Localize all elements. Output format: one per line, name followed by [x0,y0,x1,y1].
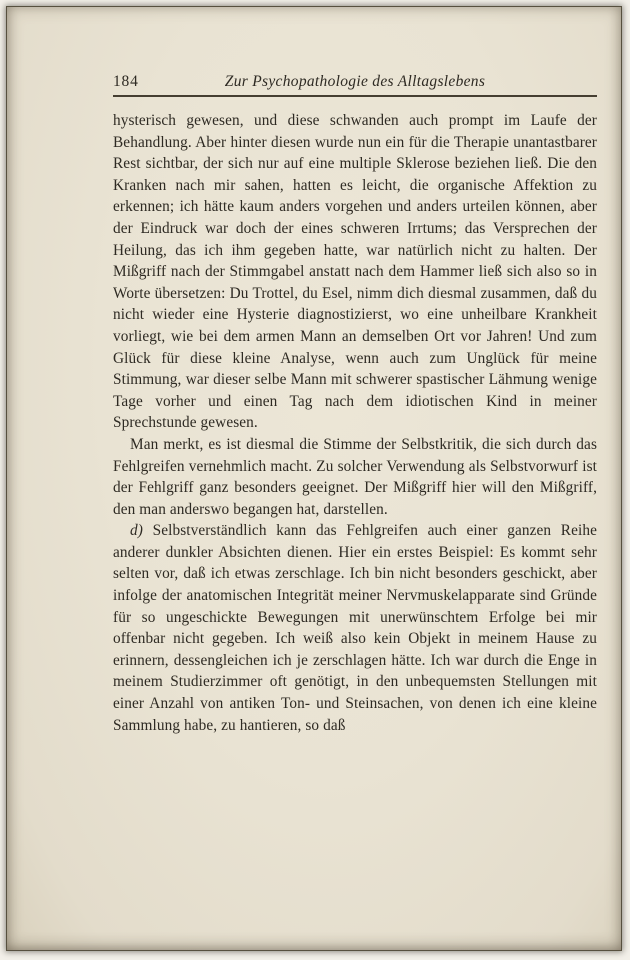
header-rule [113,95,597,97]
paragraph: hysterisch gewesen, und diese schwanden auch prompt im Laufe der Behandlung. Aber hinter diesen wurde nun ein für die Therapie unantastbarer Rest sichtbar, der sich nur auf eine multiple Sklerose beziehen ließ. Die den Kranken nach mir sahen, hatten es leicht, die organische Affektion zu erkennen; ich hätte kaum anders vorgehen und anders urteilen können, aber der Eindruck war doch der eines schweren Irrtums; das Versprechen der Heilung, das ich ihm gegeben hatte, war natürlich nicht zu halten. Der Mißgriff nach der Stimmgabel anstatt nach dem Hammer ließ sich also so in Worte übersetzen: Du Trottel, du Esel, nimm dich diesmal zusammen, daß du nicht wieder eine Hysterie diagnostizierst, wo eine unheilbare Krankheit vorliegt, wie bei dem armen Mann an demselben Ort vor Jahren! Und zum Glück für diese kleine Analyse, wenn auch zum Unglück für meine Stimmung, war dieser selbe Mann mit schwerer spastischer Lähmung wenige Tage vorher und einen Tag nach dem idiotischen Kind in meiner Sprechstunde gewesen. [113,112,597,432]
book-page [7,7,621,950]
page-content [113,73,597,736]
page-number: 184 [113,73,139,90]
page-header [113,73,597,91]
paragraph: Man merkt, es ist diesmal die Stimme der Selbstkritik, die sich durch das Fehlgreifen vernehmlich macht. Zu solcher Verwendung als Selbstvorwurf ist der Fehlgriff ganz besonders geeignet. Der Mißgriff hier will den Mißgriff, den man anderswo begangen hat, darstellen. [113,435,597,518]
body-text [113,110,597,736]
paragraph [113,520,597,736]
paragraph-lead-letter: d) [130,522,143,540]
running-title: Zur Psychopathologie des Alltagslebens [224,73,486,90]
paragraph-text: Selbstverständlich kann das Fehlgreifen auch einer ganzen Reihe anderer dunkler Absichten dienen. Hier ein erstes Beispiel: Es kommt sehr selten vor, daß ich etwas zerschlage. Ich bin nicht besonders geschickt, aber infolge der anatomischen Integrität meiner Nervmuskelapparate sind Gründe für so ungeschickte Bewegungen mit unerwünschtem Erfolge bei mir offenbar nicht gegeben. Ich weiß also kein Objekt in meinem Hause zu erinnern, dessengleichen ich je zerschlagen hätte. Ich war durch die Enge in meinem Studierzimmer oft genötigt, in den unbequemsten Stellungen mit einer Anzahl von antiken Ton- und Steinsachen, von denen ich eine kleine Sammlung habe, zu hantieren, so daß [113,522,597,734]
